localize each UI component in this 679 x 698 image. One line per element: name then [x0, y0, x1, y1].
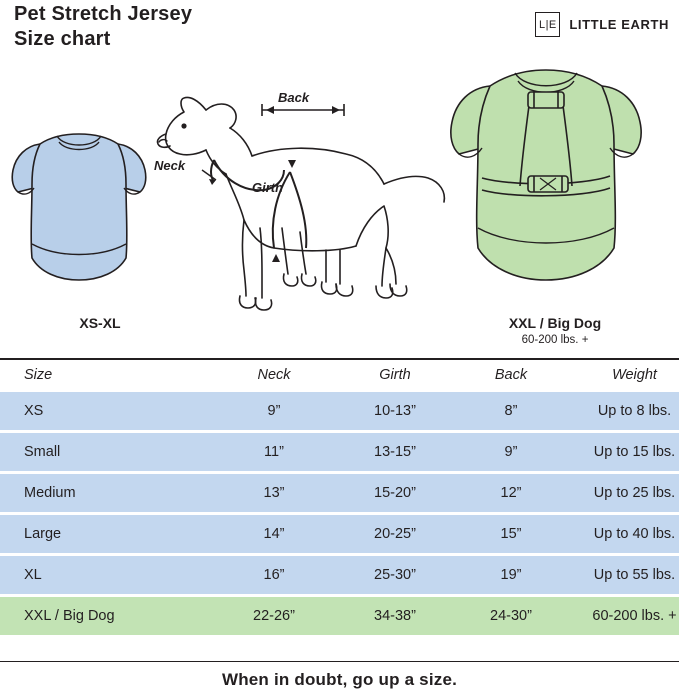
cell-weight: Up to 15 lbs.	[566, 433, 679, 471]
table-row	[0, 556, 679, 594]
cell-neck: 22-26”	[214, 597, 334, 635]
cell-neck: 16”	[214, 556, 334, 594]
figure-big-dog-jersey	[430, 58, 679, 346]
brand-monogram-icon: L|E	[535, 12, 560, 37]
cell-weight: Up to 40 lbs.	[566, 515, 679, 553]
table-header-row	[0, 358, 679, 392]
cell-neck: 14”	[214, 515, 334, 553]
figure-right-subcaption: 60-200 lbs. +	[521, 334, 589, 346]
column-header-size: Size	[0, 358, 214, 392]
cell-girth: 25-30”	[334, 556, 456, 594]
cell-back: 19”	[456, 556, 566, 594]
column-header-back: Back	[456, 358, 566, 392]
table-row	[0, 392, 679, 430]
cell-size: Large	[0, 515, 214, 553]
cell-back: 8”	[456, 392, 566, 430]
label-girth: Girth	[252, 180, 284, 195]
table-row	[0, 474, 679, 512]
footer-rule	[0, 661, 679, 663]
cell-weight: Up to 55 lbs.	[566, 556, 679, 594]
size-table-section	[0, 358, 679, 635]
cell-back: 9”	[456, 433, 566, 471]
cell-neck: 9”	[214, 392, 334, 430]
title-line-1: Pet Stretch Jersey	[14, 3, 193, 25]
cell-size: Medium	[0, 474, 214, 512]
cell-girth: 15-20”	[334, 474, 456, 512]
cell-back: 12”	[456, 474, 566, 512]
cell-neck: 13”	[214, 474, 334, 512]
figure-left-caption: XS-XL	[79, 315, 121, 331]
table-row	[0, 515, 679, 553]
title-line-2: Size chart	[14, 28, 111, 50]
column-header-weight: Weight	[566, 358, 679, 392]
column-header-girth: Girth	[334, 358, 456, 392]
size-table	[0, 358, 679, 635]
table-row	[0, 433, 679, 471]
cell-size: XS	[0, 392, 214, 430]
cell-weight: Up to 25 lbs.	[566, 474, 679, 512]
figure-right-caption: XXL / Big Dog	[508, 315, 602, 331]
dog-measurement-icon	[140, 68, 470, 318]
cell-size: XL	[0, 556, 214, 594]
cell-size: XXL / Big Dog	[0, 597, 214, 635]
table-top-rule	[0, 358, 679, 360]
cell-girth: 10-13”	[334, 392, 456, 430]
cell-girth: 34-38”	[334, 597, 456, 635]
cell-girth: 13-15”	[334, 433, 456, 471]
table-row	[0, 597, 679, 635]
jersey-xxl-icon	[430, 58, 679, 306]
label-neck: Neck	[154, 158, 186, 173]
cell-weight: Up to 8 lbs.	[566, 392, 679, 430]
cell-neck: 11”	[214, 433, 334, 471]
page-header	[0, 0, 679, 60]
footer-note: When in doubt, go up a size.	[221, 670, 458, 689]
column-header-neck: Neck	[214, 358, 334, 392]
cell-back: 15”	[456, 515, 566, 553]
cell-girth: 20-25”	[334, 515, 456, 553]
table-header	[0, 358, 679, 392]
cell-weight: 60-200 lbs. +	[566, 597, 679, 635]
page-title	[14, 2, 192, 52]
brand-name: LITTLE EARTH	[569, 17, 669, 32]
table-body	[0, 392, 679, 635]
cell-size: Small	[0, 433, 214, 471]
cell-back: 24-30”	[456, 597, 566, 635]
illustration-row	[0, 58, 679, 348]
figure-measurement-dog	[140, 68, 470, 323]
label-back: Back	[278, 90, 310, 105]
brand-logo	[535, 12, 669, 37]
